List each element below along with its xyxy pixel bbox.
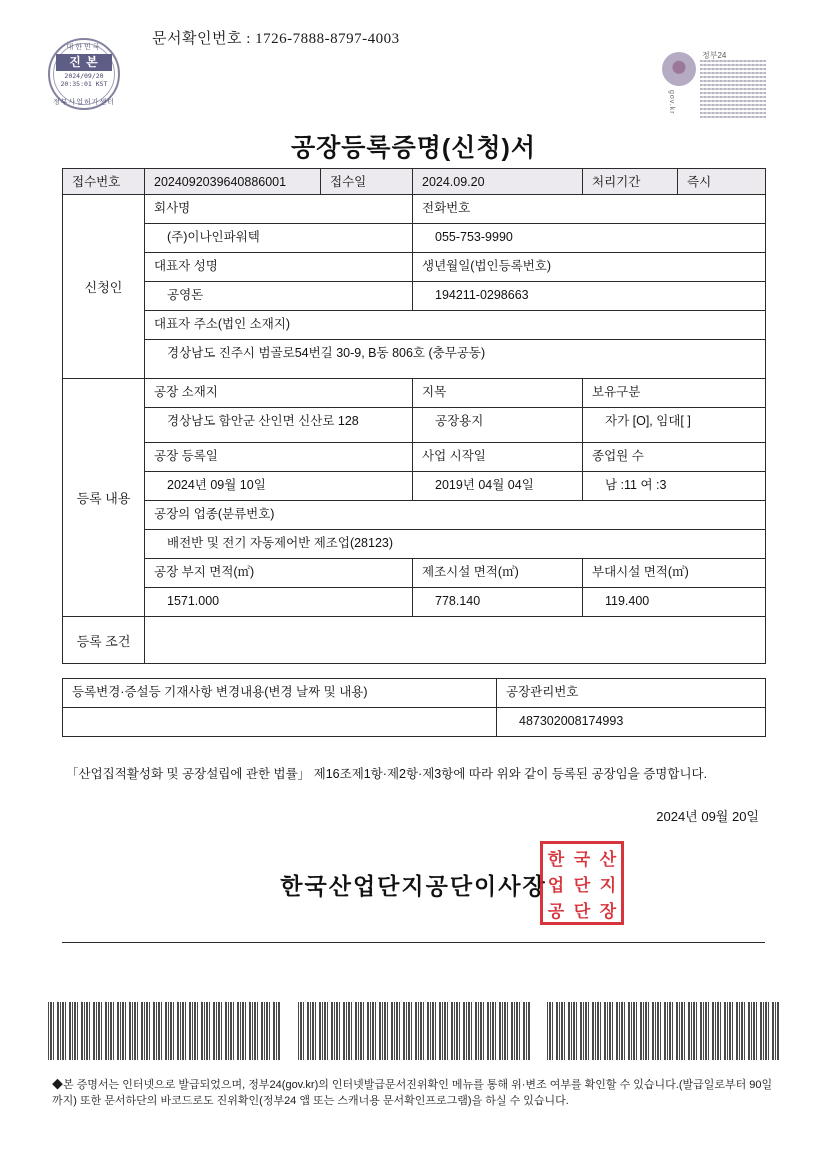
birth-number-value: 194211-0298663	[435, 288, 529, 302]
reg-date-value: 2024년 09월 10일	[167, 478, 266, 492]
conditions-value	[145, 617, 765, 626]
footer-note: ◆본 증명서는 인터넷으로 발급되었으며, 정부24(gov.kr)의 인터넷발급문서진위확인 메뉴를 통해 위·변조 여부를 확인할 수 있습니다.(발급일로부터 90일까지) 또한 문서하단의 바코드로도 진위확인(정부24 앱 또는 스캐너용 문서확인프로그램)을 하실 수 있습니다.	[52, 1079, 773, 1107]
stamp-arc-top-text: 대한민국	[66, 44, 102, 51]
birth-number-label: 생년월일(법인등록번호)	[422, 259, 552, 273]
areas-label-row	[63, 559, 766, 588]
ceo-address-label: 대표자 주소(법인 소재지)	[154, 317, 291, 331]
issuer-name: 한국산업단지공단이사장	[280, 873, 547, 899]
site-area-value: 1571.000	[167, 594, 220, 608]
processing-period-label: 처리기간	[592, 175, 641, 189]
site-area-label: 공장 부지 면적(㎡)	[154, 565, 255, 579]
business-start-date-label: 사업 시작일	[422, 449, 486, 463]
applicant-address-label-row	[63, 311, 766, 340]
spacer-cell	[63, 664, 766, 673]
barcode-strip	[48, 1002, 779, 1060]
manufacturing-area-label: 제조시설 면적(㎡)	[422, 565, 519, 579]
gov24-label: 정부24	[702, 51, 727, 60]
qr-code-icon	[700, 60, 766, 118]
industry-label-row	[63, 501, 766, 530]
company-name-value: (주)이나인파워텍	[167, 230, 260, 244]
applicant-ceo-value-row	[63, 282, 766, 311]
government-emblem-icon	[662, 52, 696, 86]
seal-char-4: 업	[547, 875, 565, 895]
conditions-label: 등록 조건	[76, 633, 131, 649]
stamp-center-text: 진 본	[56, 54, 112, 71]
industry-value-row	[63, 530, 766, 559]
seal-char-3: 산	[599, 849, 617, 869]
stamp-timestamp: 2024/09/20 20:35:01 KST	[60, 72, 108, 88]
document-confirm-number: 문서확인번호 : 1726-7888-8797-4003	[152, 31, 400, 47]
authenticity-stamp	[48, 38, 120, 110]
employee-count-label: 종업원 수	[592, 449, 644, 463]
receipt-date-label: 접수일	[330, 175, 367, 189]
seal-char-6: 지	[599, 875, 617, 895]
applicant-ceo-label-row	[63, 253, 766, 282]
conditions-row	[63, 617, 766, 664]
gov24-vertical-label: gov.kr	[668, 90, 675, 115]
seal-char-5: 단	[573, 875, 591, 895]
registration-section-label: 등록 내용	[76, 491, 131, 506]
issue-date: 2024년 09월 20일	[656, 809, 759, 824]
industry-value: 배전반 및 전기 자동제어반 제조업(28123)	[167, 536, 394, 550]
ceo-name-value: 공영돈	[167, 288, 204, 302]
factory-location-label: 공장 소재지	[154, 385, 218, 399]
certificate-table	[62, 168, 766, 737]
business-start-date-value: 2019년 04월 04일	[435, 478, 534, 492]
factory-mgmt-no-label: 공장관리번호	[506, 685, 579, 699]
land-category-label: 지목	[422, 385, 447, 399]
gov24-logo-block	[662, 48, 777, 120]
spacer-row	[63, 664, 766, 679]
receipt-date-value: 2024.09.20	[422, 175, 485, 189]
processing-period-value: 즉시	[687, 175, 712, 189]
seal-char-7: 공	[547, 901, 565, 921]
barcode-1	[48, 1002, 280, 1060]
ownership-value: 자가 [O], 임대[ ]	[605, 414, 691, 428]
auxiliary-area-label: 부대시설 면적(㎡)	[592, 565, 689, 579]
manufacturing-area-value: 778.140	[435, 594, 481, 608]
phone-value: 055-753-9990	[435, 230, 513, 244]
barcode-3	[547, 1002, 779, 1060]
reg-date-label: 공장 등록일	[154, 449, 218, 463]
seal-char-2: 국	[573, 849, 591, 869]
ceo-name-label: 대표자 성명	[154, 259, 218, 273]
official-red-seal	[540, 841, 624, 925]
receipt-no-value: 2024092039640886001	[154, 175, 287, 189]
receipt-row	[63, 169, 766, 195]
applicant-section-label: 신청인	[84, 280, 123, 295]
registration-location-value-row	[63, 408, 766, 443]
land-category-value: 공장용지	[435, 414, 484, 428]
registration-location-label-row	[63, 379, 766, 408]
legal-statement: 「산업집적활성화 및 공장설립에 관한 법률」 제16조제1항·제2항·제3항에 따라 위와 같이 등록된 공장임을 증명합니다.	[66, 767, 708, 781]
factory-location-value: 경상남도 함안군 산인면 신산로 128	[167, 414, 359, 428]
registration-dates-label-row	[63, 443, 766, 472]
seal-char-1: 한	[547, 849, 565, 869]
auxiliary-area-value: 119.400	[605, 594, 650, 608]
seal-char-8: 단	[573, 901, 591, 921]
registration-dates-value-row	[63, 472, 766, 501]
changes-value-row	[63, 708, 766, 737]
applicant-company-value-row	[63, 224, 766, 253]
applicant-address-value-row	[63, 340, 766, 379]
page-title: 공장등록증명(신청)서	[290, 134, 536, 162]
areas-value-row	[63, 588, 766, 617]
barcode-2	[298, 1002, 530, 1060]
changes-label-row	[63, 679, 766, 708]
stamp-arc-bottom-text: 정부사업허가센터	[52, 99, 116, 106]
changes-value	[63, 708, 496, 717]
factory-mgmt-no-value: 487302008174993	[519, 714, 624, 728]
applicant-company-label-row	[63, 195, 766, 224]
changes-label: 등록변경·증설등 기재사항 변경내용(변경 날짜 및 내용)	[72, 685, 368, 699]
industry-label: 공장의 업종(분류번호)	[154, 507, 275, 521]
seal-char-9: 장	[599, 901, 617, 921]
employee-count-value: 남 :11 여 :3	[605, 478, 667, 492]
bottom-divider	[62, 942, 765, 943]
company-name-label: 회사명	[154, 201, 191, 215]
ceo-address-value: 경상남도 진주시 범골로54번길 30-9, B동 806호 (충무공동)	[167, 346, 486, 360]
receipt-no-label: 접수번호	[72, 175, 121, 189]
phone-label: 전화번호	[422, 201, 471, 215]
ownership-label: 보유구분	[592, 385, 641, 399]
